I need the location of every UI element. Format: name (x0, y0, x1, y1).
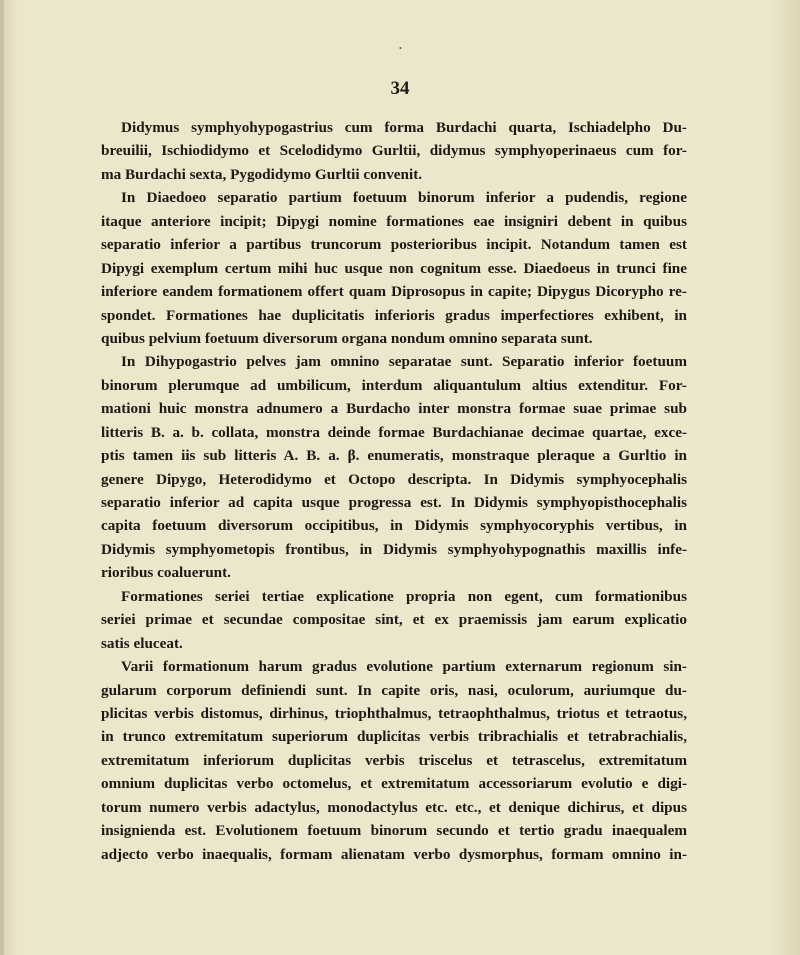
text-line: rioribus coaluerunt. (101, 564, 231, 582)
text-line: adjecto verbo inaequalis, formam alienatam verbo dysmorphus, formam omnino in- (101, 845, 687, 863)
text-line: breuilii, Ischiodidymo et Scelodidymo Gurltii, didymus symphyoperinaeus cum for- (101, 142, 687, 160)
text-line: binorum plerumque ad umbilicum, interdum aliquantulum altius extenditur. For- (101, 376, 687, 394)
text-line: separatio inferior ad capita usque progressa est. In Didymis symphyopisthocephalis (101, 494, 687, 511)
text-line: gularum corporum definiendi sunt. In capite oris, nasi, oculorum, auriumque du- (101, 681, 687, 699)
text-line: capita foetuum diversorum occipitibus, in Didymis symphyocoryphis vertibus, in (101, 517, 687, 535)
page-edge-shadow (0, 0, 4, 955)
text-line: extremitatum inferiorum duplicitas verbis triscelus et tetrascelus, extremitatum (101, 751, 687, 769)
text-line: seriei primae et secundae compositae sint, et ex praemissis jam earum explicatio (101, 611, 687, 629)
text-line: satis eluceat. (101, 634, 183, 652)
print-speck: • (399, 44, 402, 53)
text-line: inferiore eandem formationem offert quam Diprosopus in capite; Dipygus Dicorypho re- (101, 283, 687, 301)
text-line: Dipygi exemplum certum mihi huc usque non cognitum esse. Diaedoeus in trunci fine (101, 259, 687, 277)
text-line: Varii formationum harum gradus evolutione partium externarum regionum sin- (121, 658, 687, 676)
text-line: Didymus symphyohypogastrius cum forma Burdachi quarta, Ischiadelpho Du- (121, 119, 687, 136)
text-line: genere Dipygo, Heterodidymo et Octopo descripta. In Didymis symphyocephalis (101, 470, 687, 488)
text-line: separatio inferior a partibus truncorum posterioribus incipit. Notandum tamen est (101, 236, 687, 254)
text-line: ptis tamen iis sub litteris A. B. a. β. enumeratis, monstraque pleraque a Gurltio in (101, 447, 687, 465)
text-line: itaque anteriore incipit; Dipygi nomine formationes eae insigniri debent in quibus (101, 212, 687, 230)
text-line: torum numero verbis adactylus, monodactylus etc. etc., et denique dichirus, et dipus (101, 798, 687, 816)
text-line: ma Burdachi sexta, Pygodidymo Gurltii convenit. (101, 165, 423, 183)
text-line: spondet. Formationes hae duplicitatis inferioris gradus imperfectiores exhibent, in (101, 306, 687, 324)
text-line: litteris B. a. b. collata, monstra deinde formae Burdachianae decimae quartae, exce- (101, 423, 687, 441)
text-line: quibus pelvium foetuum diversorum organa nondum omnino separata sunt. (101, 329, 593, 347)
text-line: omnium duplicitas verbo octomelus, et extremitatum accessoriarum evolutio e digi- (101, 775, 687, 793)
text-line: Didymis symphyometopis frontibus, in Didymis symphyohypognathis maxillis infe- (101, 540, 687, 558)
page-number: 34 (390, 78, 410, 99)
text-line: in trunco extremitatum superiorum duplicitas verbis tribrachialis et tetrabrachialis, (101, 728, 687, 746)
text-line: Formationes seriei tertiae explicatione propria non egent, cum formationibus (121, 587, 687, 605)
text-line: In Dihypogastrio pelves jam omnino separatae sunt. Separatio inferior foetuum (121, 353, 687, 371)
text-line: insignienda est. Evolutionem foetuum binorum secundo et tertio gradu inaequalem (101, 822, 687, 840)
text-line: plicitas verbis distomus, dirhinus, triophthalmus, tetraophthalmus, triotus et tetraotus, (101, 704, 687, 722)
text-line: mationi huic monstra adnumero a Burdacho inter monstra formae suae primae sub (101, 400, 687, 418)
text-line: In Diaedoeo separatio partium foetuum binorum inferior a pudendis, regione (121, 189, 687, 207)
body-text (101, 116, 687, 866)
